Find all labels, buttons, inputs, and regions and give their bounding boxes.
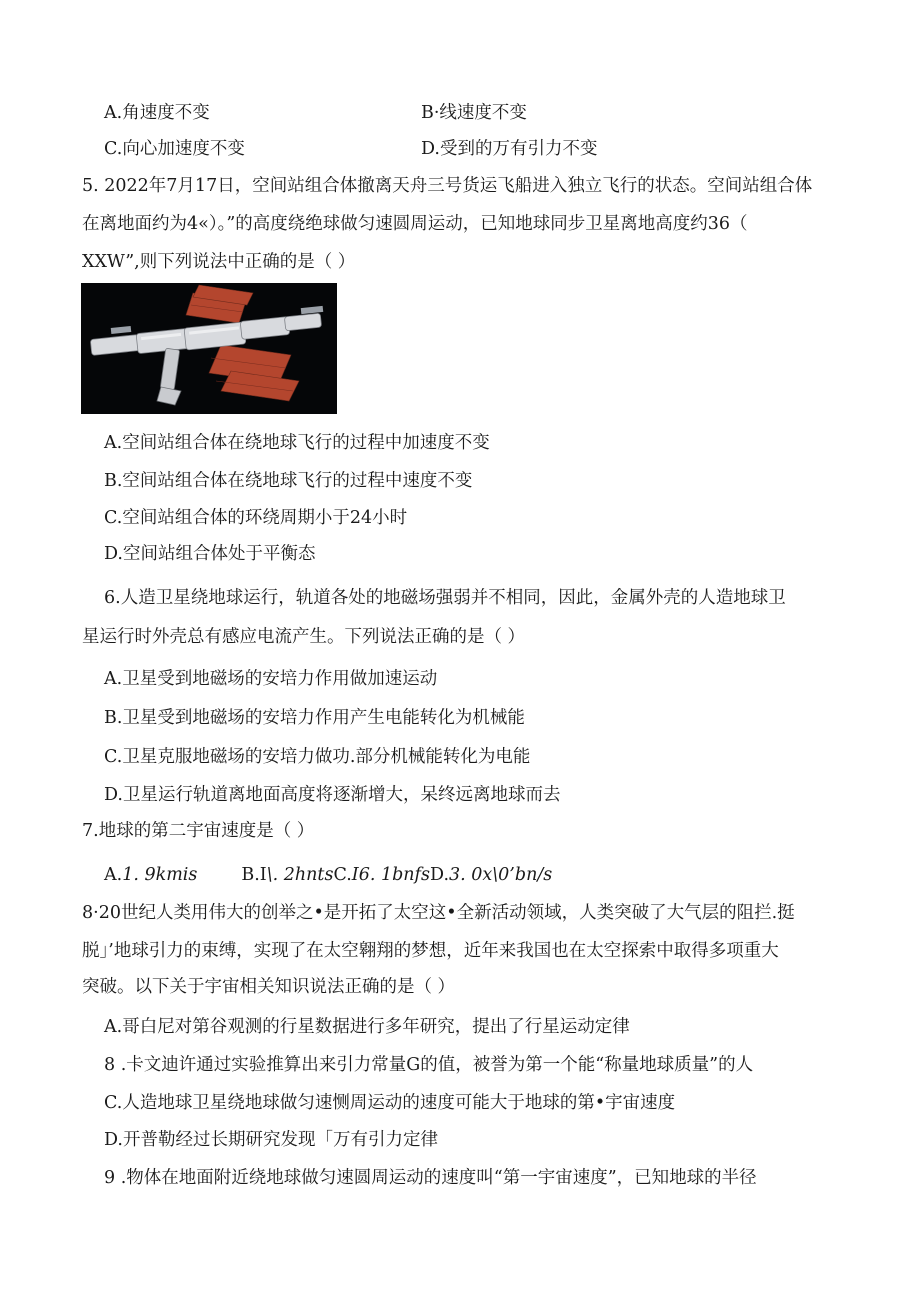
q7-option-a-prefix: A. xyxy=(104,865,123,885)
q7-option-c-prefix: C. xyxy=(333,865,352,885)
q6-option-a: A.卫星受到地磁场的安培力作用做加速运动 xyxy=(104,669,438,689)
q8-option-c: C.人造地球卫星绕地球做匀速恻周运动的速度可能大于地球的第•宇宙速度 xyxy=(104,1093,676,1113)
q7-option-b-prefix: B.I xyxy=(241,865,267,885)
q5-option-c: C.空间站组合体的环绕周期小于24小时 xyxy=(104,508,408,528)
q7-option-c-value: I6. 1bnfs xyxy=(351,865,431,885)
q8-stem-line2: 脱」’地球引力的束缚，实现了在太空翱翔的梦想，近年来我国也在太空探索中取得多项重大 xyxy=(82,941,779,961)
q5-stem-line2: 在离地面约为4«）。”的高度绕绝球做匀速圆周运动，已知地球同步卫星离地高度约36（ xyxy=(82,214,748,234)
q4-option-c: C.向心加速度不变 xyxy=(104,139,245,159)
q6-option-d: D.卫星运行轨道离地面高度将逐渐增大，呆终远离地球而去 xyxy=(104,785,561,805)
q5-option-b: B.空间站组合体在绕地球飞行的过程中速度不变 xyxy=(104,471,473,491)
q8-stem-line1: 8·20世纪人类用伟大的创举之•是开拓了太空这•全新活动领域，人类突破了大气层的阻拦.挺 xyxy=(82,903,795,923)
q7-option-d-value: 3. 0x\0’bn/s xyxy=(449,865,553,885)
q8-option-d: D.开普勒经过长期研究发现「万有引力定律 xyxy=(104,1130,438,1150)
q5-stem-line3: XXW”,则下列说法中正确的是（ ） xyxy=(82,252,356,272)
q6-option-b: B.卫星受到地磁场的安培力作用产生电能转化为机械能 xyxy=(104,708,525,728)
q7-options xyxy=(104,864,552,886)
q9-stem-line1: 9 .物体在地面附近绕地球做匀速圆周运动的速度叫“第一宇宙速度”，已知地球的半径 xyxy=(104,1168,757,1188)
q6-stem-line1: 6.人造卫星绕地球运行，轨道各处的地磁场强弱并不相同，因此，金属外壳的人造地球卫 xyxy=(104,588,786,608)
q6-stem-line2: 星运行时外壳总有感应电流产生。下列说法正确的是（ ） xyxy=(82,627,526,647)
q8-option-b: 8 .卡文迪许通过实验推算出来引力常量G的值，被誉为第一个能“称量地球质量”的人 xyxy=(104,1055,754,1075)
q7-option-b-value: \. 2hnts xyxy=(266,865,334,885)
q7-stem: 7.地球的第二宇宙速度是（ ） xyxy=(82,821,315,841)
q8-stem-line3: 突破。以下关于宇宙相关知识说法正确的是（ ） xyxy=(82,977,456,997)
q8-option-a: A.哥白尼对第谷观测的行星数据进行多年研究，提出了行星运动定律 xyxy=(104,1017,630,1037)
q4-option-a: A.角速度不变 xyxy=(104,103,210,123)
q6-option-c: C.卫星克服地磁场的安培力做功.部分机械能转化为电能 xyxy=(104,747,531,767)
q7-option-d-prefix: D. xyxy=(430,865,450,885)
q7-option-a-value: 1. 9kmis xyxy=(122,865,198,885)
q5-option-a: A.空间站组合体在绕地球飞行的过程中加速度不变 xyxy=(104,433,490,453)
q5-stem-line1: 5. 2022年7月17日，空间站组合体撤离天舟三号货运飞船进入独立飞行的状态。空间站组合体 xyxy=(82,176,813,196)
q5-option-d: D.空间站组合体处于平衡态 xyxy=(104,544,316,564)
q4-option-b: B·线速度不变 xyxy=(421,103,527,123)
q4-option-d: D.受到的万有引力不变 xyxy=(421,139,598,159)
space-station-photo xyxy=(81,283,337,414)
